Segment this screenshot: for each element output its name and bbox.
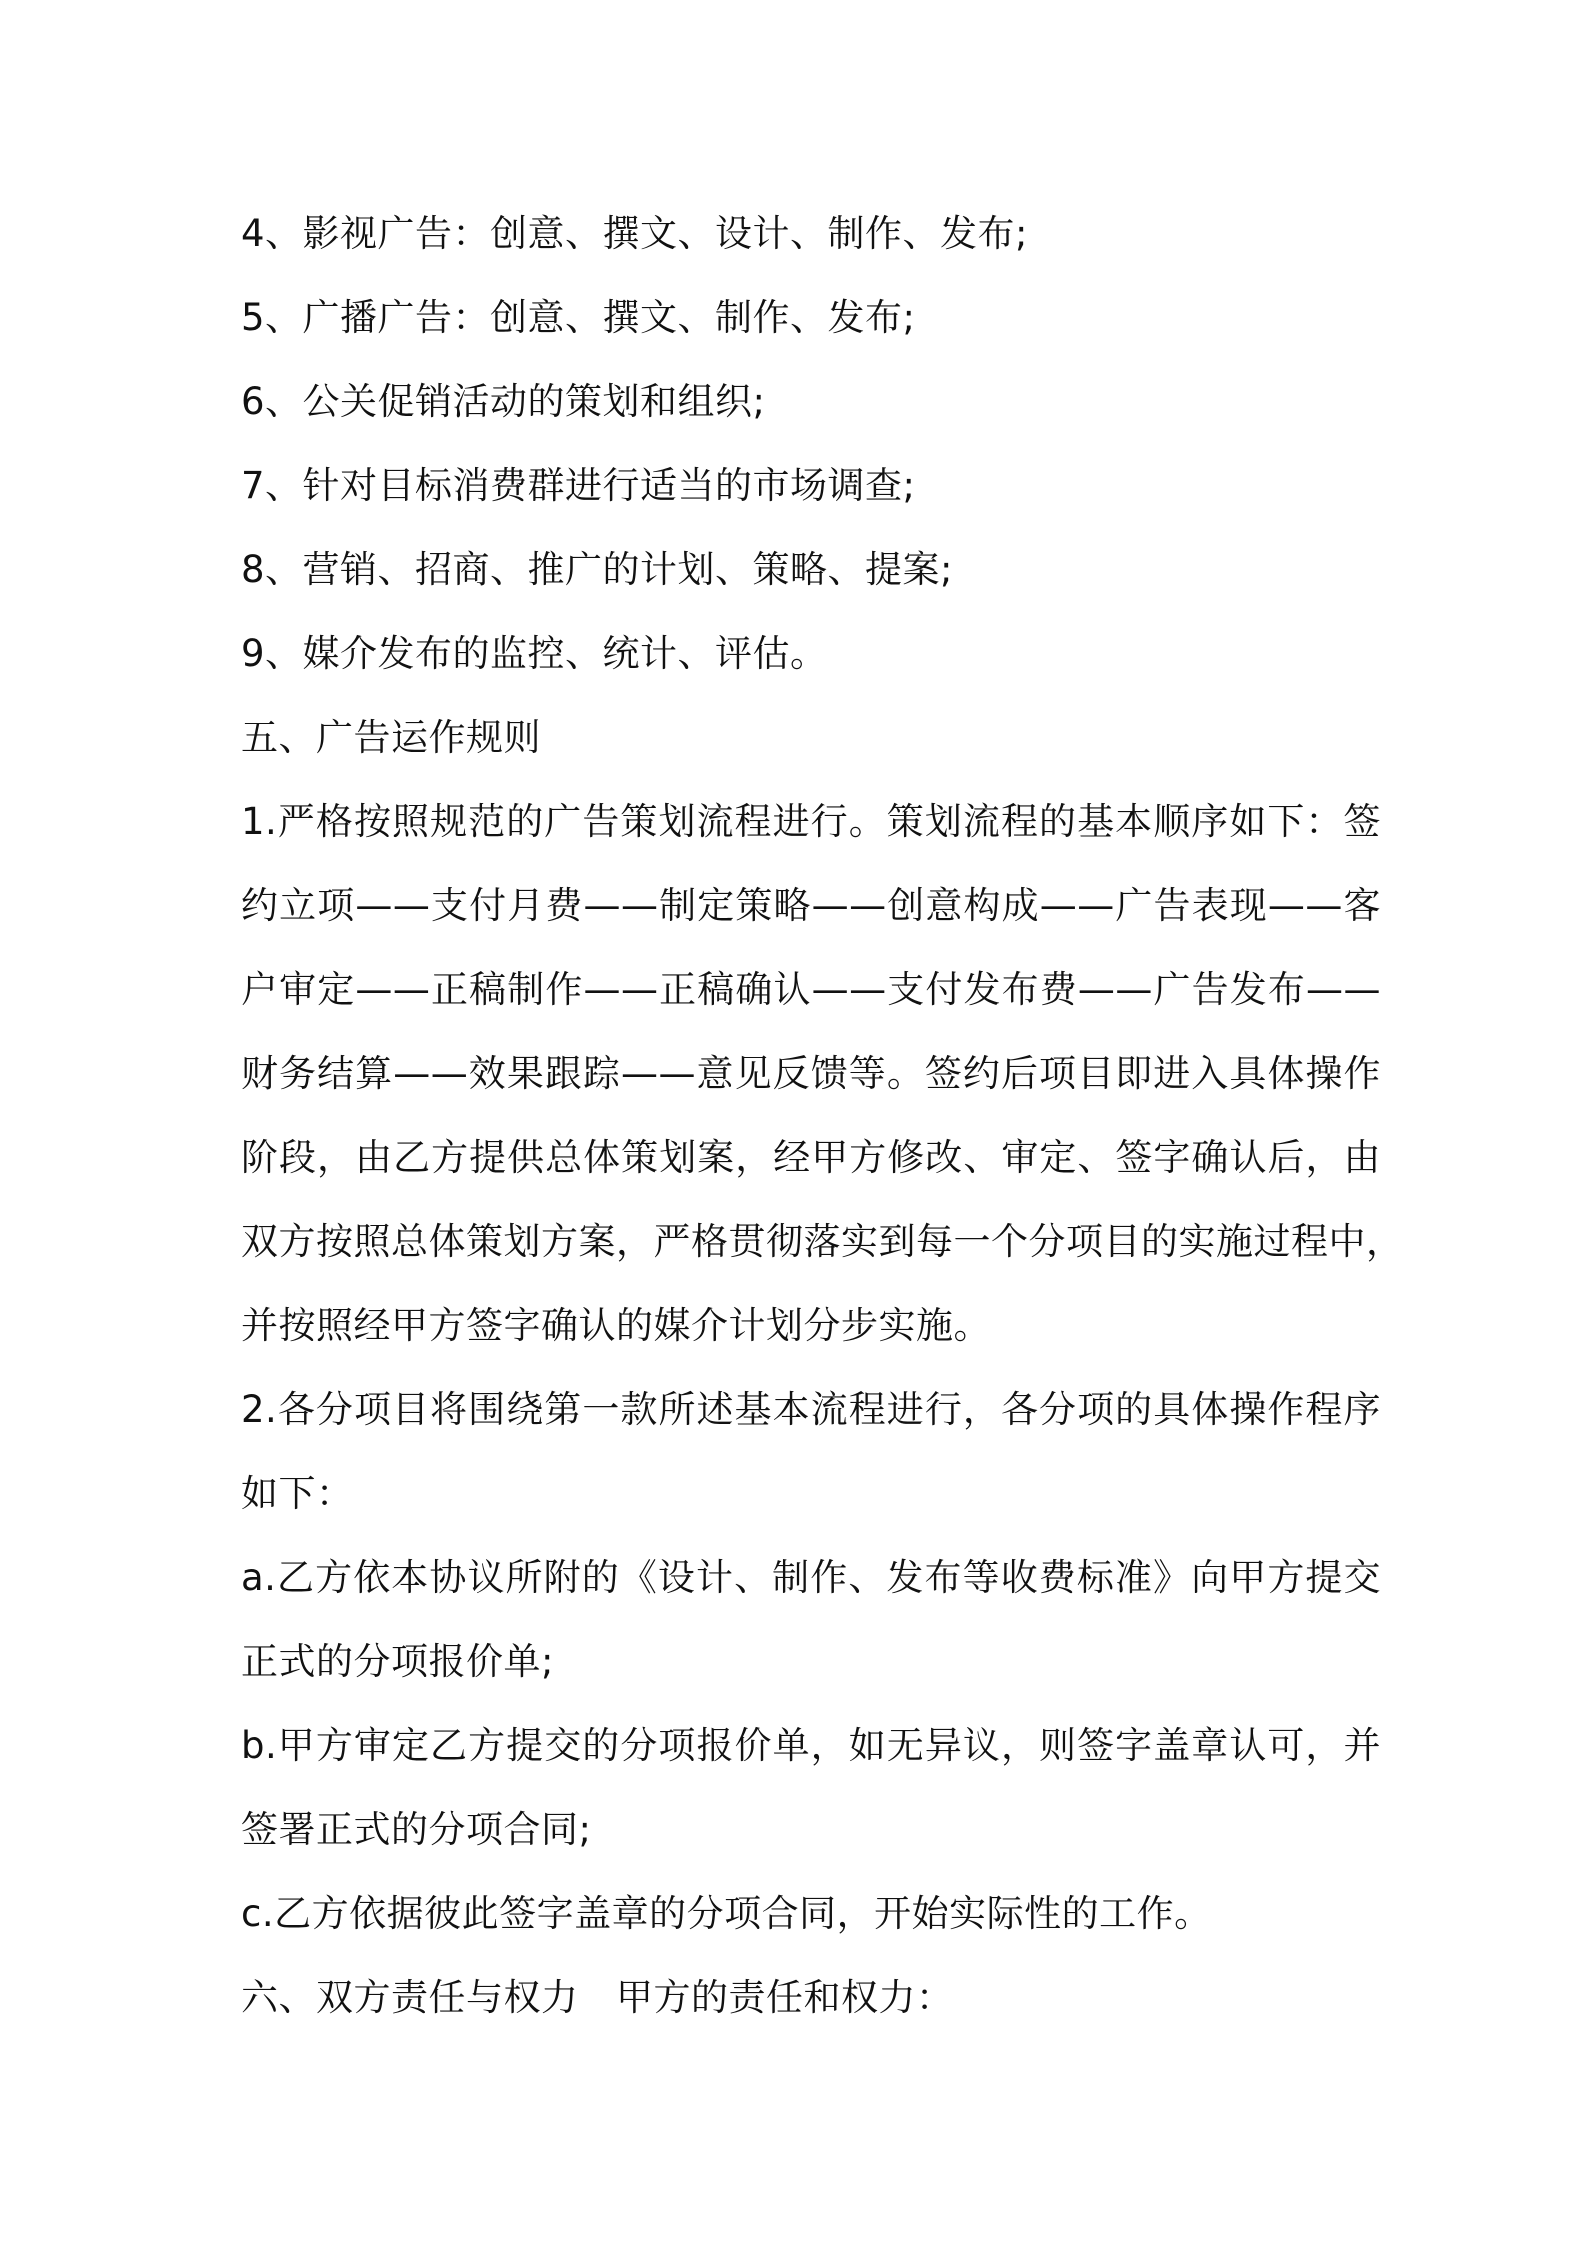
list-item-8: 8、营销、招商、推广的计划、策略、提案; (241, 548, 954, 591)
paragraph-line: 财务结算——效果跟踪——意见反馈等。签约后项目即进入具体操作 (241, 1052, 1381, 1095)
paragraph-line: c.乙方依据彼此签字盖章的分项合同，开始实际性的工作。 (241, 1892, 1212, 1935)
paragraph-line: a.乙方依本协议所附的《设计、制作、发布等收费标准》向甲方提交 (241, 1556, 1381, 1599)
list-item-9: 9、媒介发布的监控、统计、评估。 (241, 632, 828, 675)
paragraph-line: 1.严格按照规范的广告策划流程进行。策划流程的基本顺序如下：签 (241, 800, 1381, 843)
list-item-7: 7、针对目标消费群进行适当的市场调查; (241, 464, 916, 507)
document-body (241, 192, 1404, 2040)
paragraph-line: b.甲方审定乙方提交的分项报价单，如无异议，则签字盖章认可，并 (241, 1724, 1381, 1767)
paragraph-line: 并按照经甲方签字确认的媒介计划分步实施。 (241, 1304, 991, 1347)
paragraph-line: 双方按照总体策划方案，严格贯彻落实到每一个分项目的实施过程中， (241, 1220, 1404, 1263)
section-heading-6: 六、双方责任与权力 甲方的责任和权力： (241, 1976, 954, 2019)
paragraph-line: 2.各分项目将围绕第一款所述基本流程进行，各分项的具体操作程序 (241, 1388, 1381, 1431)
paragraph-line: 户审定——正稿制作——正稿确认——支付发布费——广告发布—— (241, 968, 1381, 1011)
paragraph-line: 阶段，由乙方提供总体策划案，经甲方修改、审定、签字确认后，由 (241, 1136, 1381, 1179)
list-item-6: 6、公关促销活动的策划和组织; (241, 380, 766, 423)
list-item-4: 4、影视广告：创意、撰文、设计、制作、发布; (241, 212, 1029, 255)
paragraph-line: 正式的分项报价单; (241, 1640, 554, 1683)
section-heading-5: 五、广告运作规则 (241, 716, 541, 759)
paragraph-line: 如下： (241, 1472, 354, 1515)
list-item-5: 5、广播广告：创意、撰文、制作、发布; (241, 296, 916, 339)
paragraph-line: 约立项——支付月费——制定策略——创意构成——广告表现——客 (241, 884, 1381, 927)
paragraph-line: 签署正式的分项合同; (241, 1808, 592, 1851)
